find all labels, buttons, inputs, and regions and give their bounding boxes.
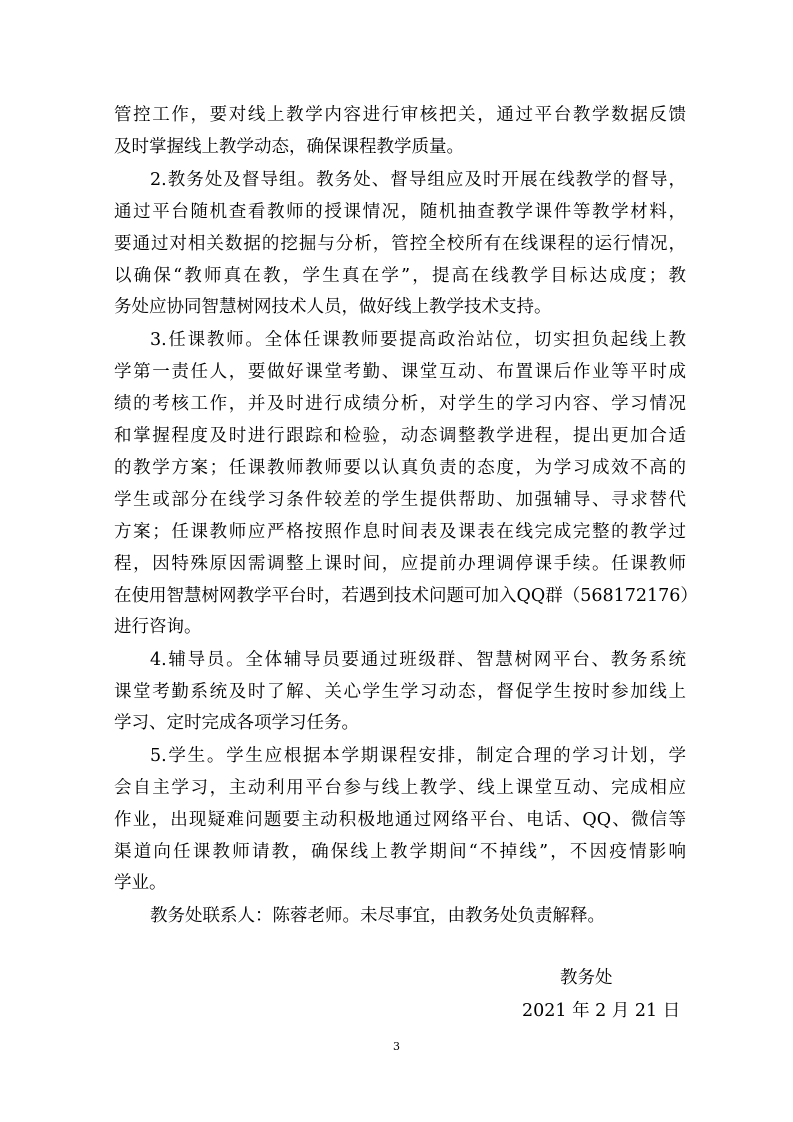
paragraph-3-line-10: 进行咨询。 <box>114 617 202 637</box>
paragraph-3-line-9: 在使用智慧树网教学平台时，若遇到技术问题可加入QQ群（568172176） <box>114 586 698 606</box>
paragraph-4-line-3: 学习、定时完成各项学习任务。 <box>114 713 359 733</box>
paragraph-5-line-2: 会自主学习，主动利用平台参与线上教学、线上课堂互动、完成相应 <box>114 778 686 798</box>
paragraph-5-line-1: 5.学生。学生应根据本学期课程安排，制定合理的学习计划，学 <box>150 746 686 766</box>
paragraph-4-line-1: 4.辅导员。全体辅导员要通过班级群、智慧树网平台、教务系统 <box>150 650 686 670</box>
paragraph-2-line-5: 务处应协同智慧树网技术人员，做好线上教学技术支持。 <box>114 297 552 317</box>
paragraph-3-line-8: 程，因特殊原因需调整上课时间，应提前办理调停课手续。任课教师 <box>114 554 686 574</box>
paragraph-3-line-1: 3.任课教师。全体任课教师要提高政治站位，切实担负起线上教 <box>150 330 686 350</box>
signature-date: 2021 年 2 月 21 日 <box>522 1001 681 1021</box>
paragraph-6-line-1: 教务处联系人：陈蓉老师。未尽事宜，由教务处负责解释。 <box>150 906 605 926</box>
paragraph-3-line-6: 学生或部分在线学习条件较差的学生提供帮助、加强辅导、寻求替代 <box>114 490 686 510</box>
paragraph-3-line-5: 的教学方案；任课教师教师要以认真负责的态度，为学习成效不高的 <box>114 458 686 478</box>
paragraph-2-line-1: 2.教务处及督导组。教务处、督导组应及时开展在线教学的督导， <box>150 170 686 190</box>
paragraph-5-line-4: 渠道向任课教师请教，确保线上教学期间“不掉线”，不因疫情影响 <box>114 842 686 862</box>
paragraph-1-line-2: 及时掌握线上教学动态，确保课程教学质量。 <box>114 137 464 157</box>
page-number: 3 <box>393 1040 400 1053</box>
paragraph-2-line-4: 以确保“教师真在教，学生真在学”，提高在线教学目标达成度；教 <box>114 266 686 286</box>
paragraph-3-line-7: 方案；任课教师应严格按照作息时间表及课表在线完成完整的教学过 <box>114 522 686 542</box>
paragraph-4-line-2: 课堂考勤系统及时了解、关心学生学习动态，督促学生按时参加线上 <box>114 682 686 702</box>
paragraph-5-line-5: 学业。 <box>114 873 167 893</box>
paragraph-1-line-1: 管控工作，要对线上教学内容进行审核把关，通过平台教学数据反馈 <box>114 105 686 125</box>
paragraph-3-line-4: 和掌握程度及时进行跟踪和检验，动态调整教学进程，提出更加合适 <box>114 426 686 446</box>
signature-department: 教务处 <box>560 968 613 988</box>
paragraph-3-line-2: 学第一责任人，要做好课堂考勤、课堂互动、布置课后作业等平时成 <box>114 362 686 382</box>
paragraph-2-line-3: 要通过对相关数据的挖掘与分析，管控全校所有在线课程的运行情况， <box>114 234 686 254</box>
paragraph-5-line-3: 作业，出现疑难问题要主动积极地通过网络平台、电话、QQ、微信等 <box>114 810 686 830</box>
paragraph-2-line-2: 通过平台随机查看教师的授课情况，随机抽查教学课件等教学材料， <box>114 202 686 222</box>
paragraph-3-line-3: 绩的考核工作，并及时进行成绩分析，对学生的学习内容、学习情况 <box>114 394 686 414</box>
